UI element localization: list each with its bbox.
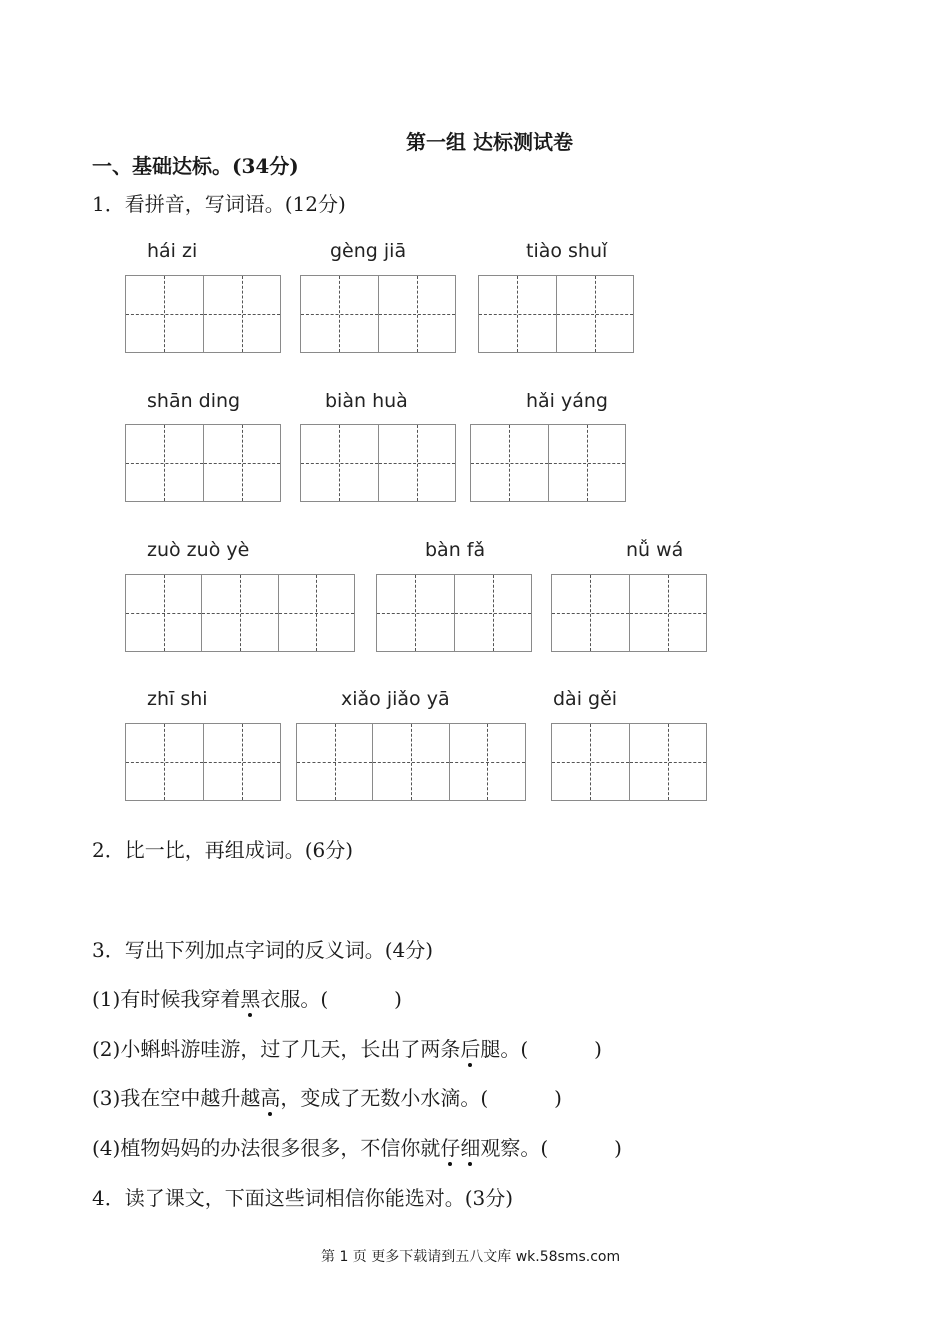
emphasis-dot-word: 黑 bbox=[240, 983, 260, 1012]
question-1-heading: 1．看拼音，写词语。(12分) bbox=[92, 192, 346, 216]
pinyin-label: gèng jiā bbox=[330, 240, 407, 262]
pinyin-label: xiǎo jiǎo yā bbox=[341, 688, 450, 710]
writing-grid[interactable] bbox=[470, 424, 626, 502]
pinyin-label: shān ding bbox=[147, 390, 241, 412]
emphasis-dot-char: 细 bbox=[460, 1132, 480, 1161]
page-footer: 第 1 页 更多下载请到五八文库 wk.58sms.com bbox=[321, 1249, 621, 1265]
pinyin-label: zhī shi bbox=[147, 688, 208, 710]
page-title: 第一组 达标测试卷 bbox=[406, 130, 573, 154]
pinyin-label: biàn huà bbox=[325, 390, 408, 412]
section-heading-basic: 一、基础达标。(34分) bbox=[92, 154, 299, 178]
emphasis-dot-char: 仔 bbox=[440, 1132, 460, 1161]
writing-grid[interactable] bbox=[125, 574, 355, 652]
writing-grid[interactable] bbox=[376, 574, 532, 652]
emphasis-dot-word bbox=[440, 1136, 480, 1160]
question-3-heading: 3．写出下列加点字词的反义词。(4分) bbox=[92, 938, 434, 962]
pinyin-label: nǚ wá bbox=[626, 539, 684, 561]
writing-grid[interactable] bbox=[300, 424, 456, 502]
question-3-item-3: (3)我在空中越升越高，变成了无数小水滴。( ) bbox=[92, 1082, 562, 1111]
emphasis-dot-word: 高 bbox=[260, 1082, 280, 1111]
writing-grid[interactable] bbox=[125, 275, 281, 353]
question-3-item-4: (4)植物妈妈的办法很多很多，不信你就仔细观察。( ) bbox=[92, 1132, 622, 1161]
emphasis-dot-word: 后 bbox=[460, 1033, 480, 1062]
question-3-item-1: (1)有时候我穿着黑衣服。( ) bbox=[92, 983, 402, 1012]
writing-grid[interactable] bbox=[551, 574, 707, 652]
writing-grid[interactable] bbox=[300, 275, 456, 353]
pinyin-label: zuò zuò yè bbox=[147, 539, 250, 561]
question-3-item-2: (2)小蝌蚪游哇游，过了几天，长出了两条后腿。( ) bbox=[92, 1033, 602, 1062]
writing-grid[interactable] bbox=[478, 275, 634, 353]
pinyin-label: dài gěi bbox=[553, 688, 618, 710]
question-4-heading: 4．读了课文，下面这些词相信你能选对。(3分) bbox=[92, 1186, 514, 1210]
writing-grid[interactable] bbox=[125, 424, 281, 502]
question-2-heading: 2．比一比，再组成词。(6分) bbox=[92, 838, 354, 862]
writing-grid[interactable] bbox=[125, 723, 281, 801]
pinyin-label: hǎi yáng bbox=[526, 390, 608, 412]
writing-grid[interactable] bbox=[551, 723, 707, 801]
pinyin-label: tiào shuǐ bbox=[526, 240, 608, 262]
pinyin-label: bàn fǎ bbox=[425, 539, 486, 561]
writing-grid[interactable] bbox=[296, 723, 526, 801]
pinyin-label: hái zi bbox=[147, 240, 198, 262]
